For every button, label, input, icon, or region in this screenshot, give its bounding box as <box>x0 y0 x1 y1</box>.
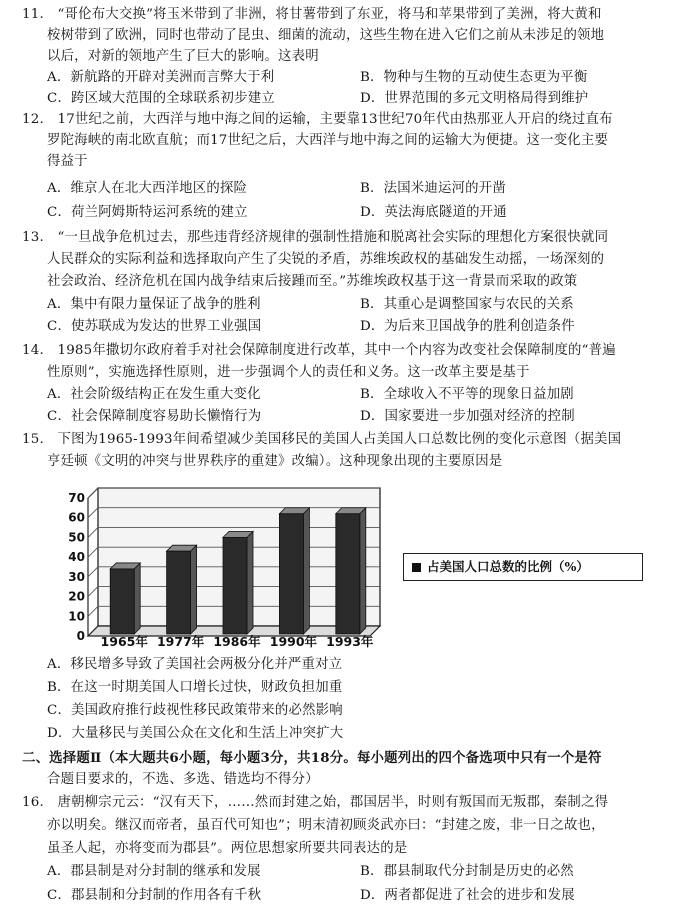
q13-option-c: C．使苏联成为发达的世界工业强国 <box>47 319 262 334</box>
bar-side <box>247 531 253 634</box>
section2-header-line-2: 合题目要求的，不选、多选、错选均不得分） <box>47 772 319 787</box>
x-tick-label: 1977年 <box>156 634 205 648</box>
q15-stem-line-2: 亨廷顿《文明的冲突与世界秩序的重建》改编）。这种现象出现的主要原因是 <box>47 454 503 469</box>
q16-option-c: C．郡县制和分封制的作用各有千秋 <box>47 888 262 903</box>
bar <box>110 569 134 634</box>
gridline-side <box>88 547 98 557</box>
q14-stem-line-1: 14. 1985年撒切尔政府着手对社会保障制度进行改革，其中一个内容为改变社会保障制度的“普遍 <box>22 343 616 358</box>
q14-option-d: D．国家要进一步加强对经济的控制 <box>360 409 575 424</box>
q15-option-d: D．大量移民与美国公众在文化和生活上冲突扩大 <box>47 726 344 741</box>
q11-stem-line-1: 11. “哥伦布大交换”将玉米带到了非洲，将甘薯带到了东亚，将马和苹果带到了美洲，将大黄和 <box>22 7 602 22</box>
y-tick-label: 20 <box>68 589 85 604</box>
gridline-side <box>88 587 98 597</box>
gridline-side <box>88 488 98 498</box>
x-tick-label: 1993年 <box>326 634 374 648</box>
bar-side <box>191 545 197 634</box>
q14-option-c: C．社会保障制度容易助长懒惰行为 <box>47 409 262 424</box>
y-tick-label: 30 <box>68 569 85 584</box>
q12-option-a: A．维京人在北大西洋地区的探险 <box>47 181 248 196</box>
q14-stem-line-2: 性原则”，实施选择性原则，进一步强调个人的责任和义务。这一改革主要是基于 <box>47 365 530 380</box>
bar-side <box>303 508 309 634</box>
q16-option-b: B．郡县制取代分封制是历史的必然 <box>360 864 574 879</box>
q12-stem-line-2: 罗陀海峡的南北欧直航；而17世纪之后，大西洋与地中海之间的运输大为便捷。这一变化主要 <box>47 133 609 148</box>
bar <box>336 514 360 634</box>
q13-stem-line-3: 社会政治、经济危机在国内战争结束后接踵而至。”苏维埃政权基于这一背景而采取的政策 <box>47 274 578 289</box>
q15-stem-line-1: 15. 下图为1965-1993年间希望减少美国移民的美国人占美国人口总数比例的变化示意图（据美国 <box>22 432 622 447</box>
bar <box>279 514 303 634</box>
q13-option-b: B．其重心是调整国家与农民的关系 <box>360 297 574 312</box>
gridline-side <box>88 567 98 577</box>
q12-stem-line-1: 12. 17世纪之前，大西洋与地中海之间的运输，主要靠13世纪70年代由热那亚人开启的绕过直布 <box>22 112 613 127</box>
y-tick-label: 70 <box>68 491 85 505</box>
y-tick-label: 50 <box>68 530 85 545</box>
y-tick-label: 0 <box>76 629 85 643</box>
bar <box>167 551 191 634</box>
q16-option-a: A．郡县制是对分封制的继承和发展 <box>47 864 261 879</box>
y-tick-label: 40 <box>68 550 85 565</box>
q16-option-d: D．两者都促进了社会的进步和发展 <box>360 888 575 903</box>
q11-option-c: C．跨区域大范围的全球联系初步建立 <box>47 91 275 106</box>
q13-option-a: A．集中有限力量保证了战争的胜利 <box>47 297 261 312</box>
y-tick-label: 60 <box>68 510 85 525</box>
q12-stem-line-3: 得益于 <box>47 154 88 169</box>
x-tick-label: 1965年 <box>100 634 148 648</box>
q16-stem-line-2: 亦以明矣。继汉而帝者，虽百代可知也”；明末清初顾炎武亦曰：“封建之废，非一日之故也， <box>47 818 605 833</box>
q12-option-c: C．荷兰阿姆斯特运河系统的建立 <box>47 205 248 220</box>
q11-stem-line-3: 以后，对新的领地产生了巨大的影响。这表明 <box>47 49 319 64</box>
section2-header-line-1: 二、选择题Ⅱ（本大题共6小题，每小题3分，共18分。每小题列出的四个备选项中只有一个是符 <box>22 750 602 766</box>
q15-option-a: A．移民增多导致了美国社会两极分化并严重对立 <box>47 657 343 672</box>
q11-option-a: A．新航路的开辟对美洲而言弊大于利 <box>47 70 275 85</box>
q13-option-d: D．为后来卫国战争的胜利创造条件 <box>360 319 575 334</box>
q11-option-d: D．世界范围的多元文明格局得到维护 <box>360 91 589 106</box>
q14-option-a: A．社会阶级结构正在发生重大变化 <box>47 387 261 402</box>
q16-stem-line-1: 16. 唐朝柳宗元云：“汉有天下，……然而封建之始，郡国居半，时则有叛国而无叛郡，秦制之得 <box>22 795 609 810</box>
bar <box>223 537 247 634</box>
bar-chart <box>58 476 390 648</box>
gridline-side <box>88 527 98 537</box>
legend-label: 占美国人口总数的比例（%） <box>427 559 589 574</box>
q15-option-b: B．在这一时期美国人口增长过快，财政负担加重 <box>47 680 343 695</box>
q14-option-b: B．全球收入不平等的现象日益加剧 <box>360 387 574 402</box>
q13-stem-line-1: 13. “一旦战争危机过去，那些违背经济规律的强制性措施和脱离社会实际的理想化方案很快就同 <box>22 230 609 245</box>
legend-swatch <box>412 563 421 572</box>
gridline-side <box>88 606 98 616</box>
bar-side <box>360 508 366 634</box>
q13-stem-line-2: 人民群众的实际利益和选择取向产生了尖锐的矛盾，苏维埃政权的基础发生动摇，一场深刻的 <box>47 252 605 267</box>
bar-side <box>134 563 140 634</box>
y-tick-label: 10 <box>68 609 85 624</box>
q16-stem-line-3: 虽圣人起，亦将变而为郡县”。两位思想家所要共同表达的是 <box>47 841 408 856</box>
x-tick-label: 1990年 <box>269 634 318 648</box>
x-tick-label: 1986年 <box>213 634 261 648</box>
gridline-side <box>88 508 98 518</box>
q11-stem-line-2: 桉树带到了欧洲，同时也带动了昆虫、细菌的流动，这些生物在进入它们之前从未涉足的领地 <box>47 28 605 43</box>
chart-legend <box>403 553 643 581</box>
q15-option-c: C．美国政府推行歧视性移民政策带来的必然影响 <box>47 703 343 718</box>
q12-option-b: B．法国米迪运河的开凿 <box>360 181 506 196</box>
q12-option-d: D．英法海底隧道的开通 <box>360 205 507 220</box>
q11-option-b: B．物种与生物的互动使生态更为平衡 <box>360 70 588 85</box>
